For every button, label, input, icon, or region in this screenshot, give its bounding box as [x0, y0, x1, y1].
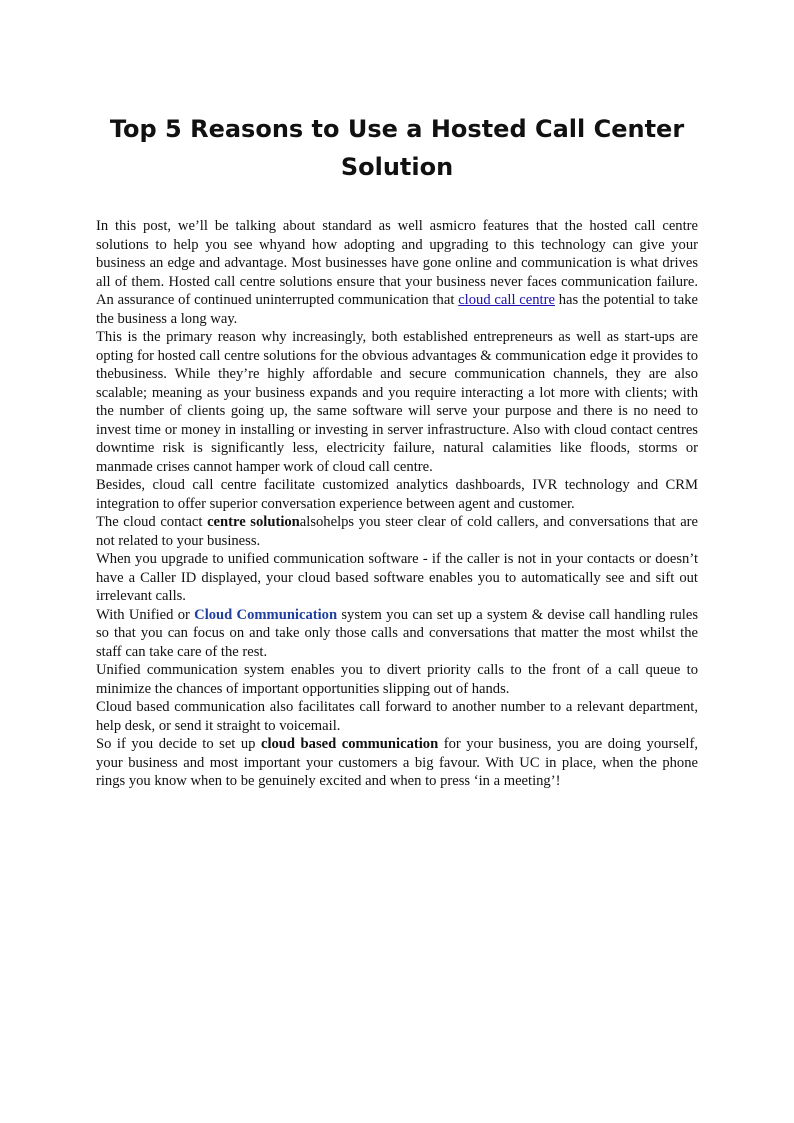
page-title: Top 5 Reasons to Use a Hosted Call Center Solution	[109, 115, 685, 181]
paragraph-text: With Unified or	[96, 606, 195, 623]
paragraph-caller-id: When you upgrade to unified communication software - if the caller is not in your contacts or doesn’t have a Caller ID displayed, your cloud based software enables you to automatically see and sift out irrelevant calls.	[96, 551, 698, 604]
bold-phrase: centre solution	[207, 514, 300, 530]
paragraph-priority-calls: Unified communication system enables you to divert priority calls to the front of a call queue to minimize the chances of important opportunities slipping out of hands.	[96, 662, 698, 697]
paragraph-text: The cloud contact	[96, 514, 208, 530]
paragraph-text: In this post, we’ll be talking about standard as well asmicro features that the hosted call centre solutions to help you see whyand how adopting and upgrading to this technology can give your business an edge and advantage. Most businesses have gone online and communication is what drives all of them. Hosted call centre solutions ensure that your business never faces communication failure. An assurance of continued uninterrupted communication that	[96, 218, 698, 308]
paragraph-text: has the potential to take the business a long way.	[96, 292, 698, 327]
paragraph-primary-reason: This is the primary reason why increasingly, both established entrepreneurs as well as start-ups are opting for hosted call centre solutions for the obvious advantages & communication edge it provides to thebusiness. While they’re highly affordable and secure communication channels, they are also scalable; meaning as your business expands and you require interacting a lot more with clients; with the number of clients going up, the same software will serve your purpose and there is no need to invest time or money in installing or investing in server infrastructure. Also with cloud contact centres downtime risk is significantly less, electricity failure, natural calamities like floods, storms or manmade crises cannot hamper work of cloud call centre.	[96, 329, 698, 475]
paragraph-text: system you can set up a system & devise call handling rules so that you can focus on and take only those calls and conversations that matter the most whilst the staff can take care of the rest.	[96, 606, 699, 660]
paragraph-analytics: Besides, cloud call centre facilitate customized analytics dashboards, IVR technology and CRM integration to offer superior conversation experience between agent and customer.	[96, 477, 698, 512]
paragraph-intro	[96, 217, 698, 328]
paragraph-conclusion	[96, 735, 698, 791]
paragraph-text: alsohelps you steer clear of cold callers, and conversations that are not related to your business.	[96, 514, 699, 549]
paragraph-cold-callers	[96, 513, 698, 550]
cloud-call-centre-link[interactable]: cloud call centre	[458, 292, 555, 308]
paragraph-text: for your business, you are doing yourself, your business and most important your customers a big favour. With UC in place, when the phone rings you know when to be genuinely excited and when to press ‘in a meeting’!	[96, 736, 698, 789]
bold-phrase: cloud based communication	[260, 736, 439, 752]
cloud-communication-link[interactable]: Cloud Communication	[194, 606, 338, 623]
paragraph-call-rules	[96, 606, 698, 662]
paragraph-call-forward: Cloud based communication also facilitates call forward to another number to a relevant department, help desk, or send it straight to voicemail.	[96, 699, 698, 734]
paragraph-text: So if you decide to set up	[96, 736, 261, 752]
article-body	[96, 217, 698, 791]
